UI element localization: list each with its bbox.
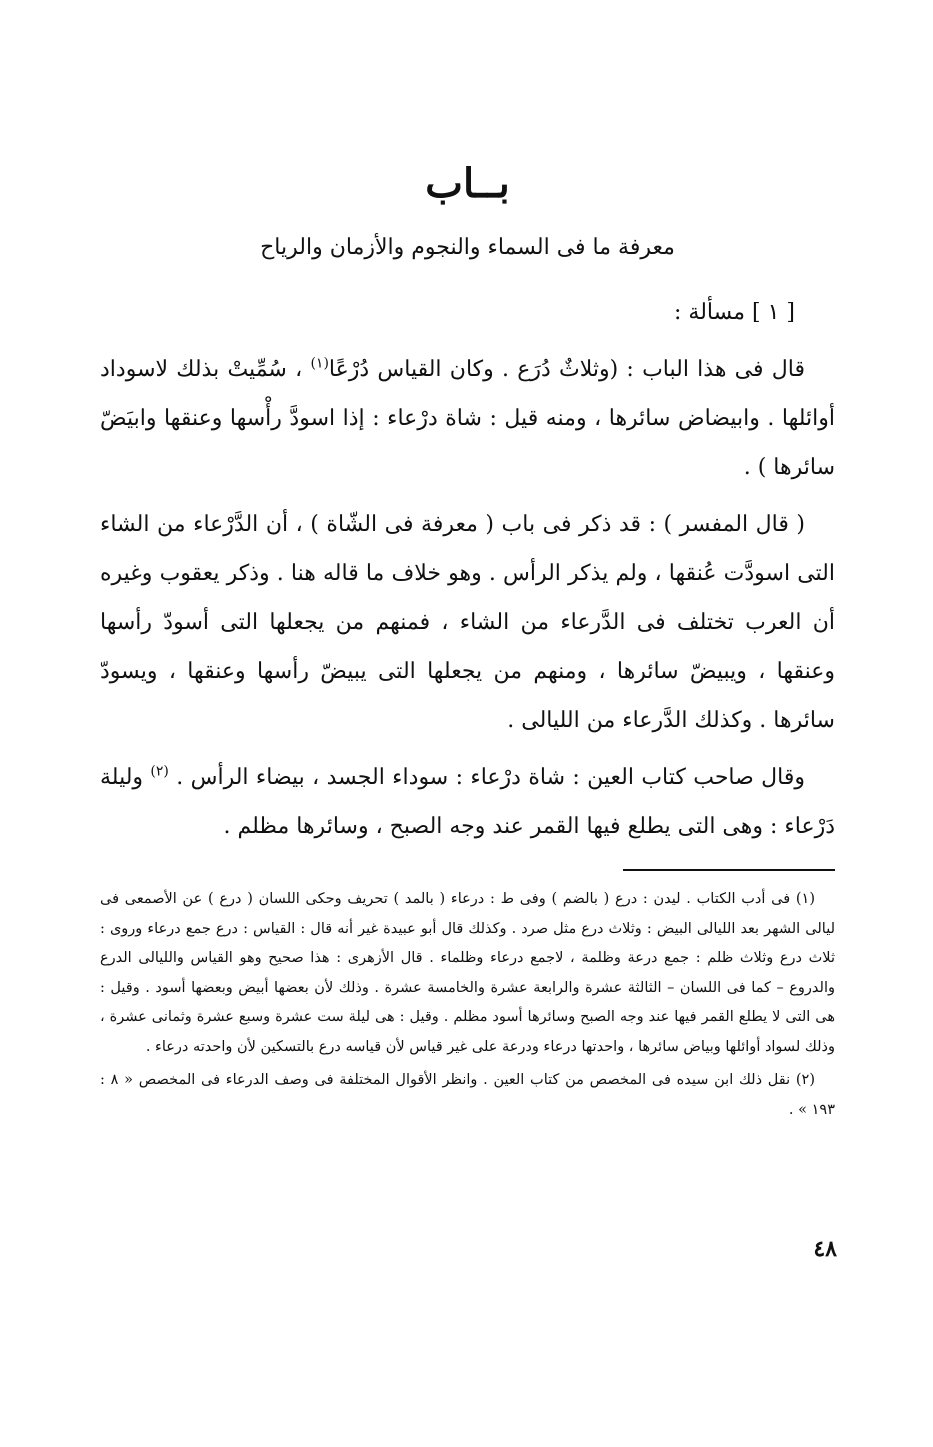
footnote-ref-1: (١) [310,355,329,372]
paragraph-1-text-end: ، سُمِّيتْ بذلك لاسوداد أوائلها . وابيضاض سائرها ، ومنه قيل : شاة درْعاء : إذا اسودَّ رأْسها وعنقها وابيَضّ سائرها ) . [100,357,835,480]
section-heading: [ ١ ] مسألة : [674,300,795,325]
page-number: ٤٨ [813,1236,837,1262]
chapter-subtitle: معرفة ما فى السماء والنجوم والأزمان والرياح [260,235,675,260]
footnote-ref-2: (٢) [150,763,169,780]
footnote-1: (١) فى أدب الكتاب . ليدن : درع ( بالضم ) وفى ط : درعاء ( بالمد ) تحريف وحكى اللسان ( درع ) عن الأصمعى فى ليالى الشهر بعد الليالى البيض : وثلاث درع مثل صرد . وكذلك قال أبو عبيدة غير أنه قال : القياس : درع جمع درعاء وروى : ثلاث درع وثلاث ظلم : جمع درعة وظلمة ، لاجمع درعاء وظلماء . قال الأزهرى : هذا صحيح وهو القياس والليالى الدرع والدروع – كما فى اللسان – الثالثة عشرة والرابعة عشرة والخامسة عشرة . وذلك لأن بعضها أبيض وبعضها أسود . وقيل : هى التى لا يطلع القمر فيها عند وجه الصبح وسائرها أسود مظلم . وقيل : هى ليلة ست عشرة وسبع عشرة وثمانى عشرة ، وذلك لسواد أوائلها وبياض سائرها ، واحدتها درعاء ودرعة على غير قياس لأن قياسه درع بالتسكين لأن واحدته درعاء . [100,891,835,1055]
paragraph-1-text-start: قال فى هذا الباب : (وثلاثٌ دُرَع . وكان القياس دُرْعًا [328,357,805,382]
paragraph-1 [100,345,835,492]
paragraph-2: ( قال المفسر ) : قد ذكر فى باب ( معرفة فى الشّاة ) ، أن الدَّرْعاء من الشاء التى اسودَّت عُنقها ، ولم يذكر الرأس . وهو خلاف ما قاله هنا . وذكر يعقوب وغيره أن العرب تختلف فى الدَّرعاء من الشاء ، فمنهم من يجعلها التى أسودّ رأسها وعنقها ، ويبيضّ سائرها ، ومنهم من يجعلها التى يبيضّ رأسها وعنقها ، ويسودّ سائرها . وكذلك الدَّرعاء من الليالى . [100,512,835,733]
book-page [100,150,835,1129]
footnote-divider [623,869,835,871]
footnote-2: (٢) نقل ذلك ابن سيده فى المخصص من كتاب العين . وانظر الأقوال المختلفة فى وصف الدرعاء فى المخصص « ٨ : ١٩٣ » . [100,1072,835,1118]
chapter-title: بــاب [425,160,510,207]
paragraph-3-text-start: وقال صاحب كتاب العين : شاة درْعاء : سوداء الجسد ، بيضاء الرأس . [176,765,805,790]
paragraph-3 [100,753,835,851]
paragraph-3-text-end: وليلة دَرْعاء : وهى التى يطلع فيها القمر عند وجه الصبح ، وسائرها مظلم . [100,765,835,839]
